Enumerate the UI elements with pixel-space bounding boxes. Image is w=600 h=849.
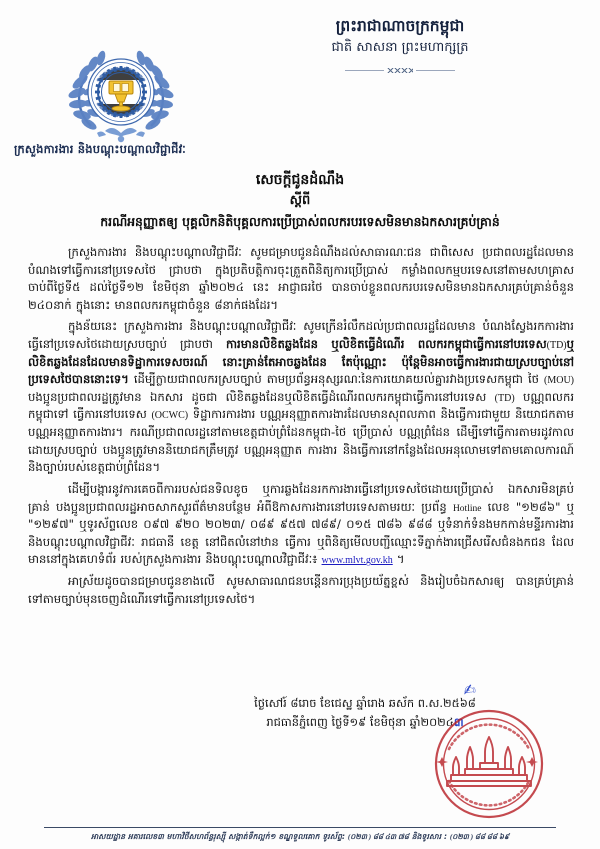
paragraph-1-text: ក្រសួងការងារ និងបណ្ដុះបណ្ដាលវិជ្ជាជីវៈ សូមជម្រាបជូនដំណឹងដល់សាធារណៈជន ជាពិសេស ប្រជាពលរដ្ឋដែលមានបំណងទៅធ្វើការនៅប្រទេសថៃ ជ្រាបថា ក្នុងប្រតិបត្តិការចុះត្រួតពិនិត្យការប្រើប្រាស់ កម្លាំងពលកម្មបរទេសនៅតាមសហគ្រាស ចាប់ពីថ្ងៃទី៥ ដល់ថ្ងៃទី១២ ខែមិថុនា ឆ្នាំ២០២៤ នេះ អាជ្ញាធរថៃ បានចាប់ខ្លួនពលករបរទេសមិនមានឯកសារគ្រប់គ្រាន់ចំនួន ២៤០នាក់ ក្នុងនោះ មានពលករកម្ពុជាចំនួន ៨នាក់ផងដែរ។ bbox=[28, 245, 574, 312]
paragraph-2-cont-1: ដើម្បីក្លាយជាពលករស្របច្បាប់ តាមប្រព័ន្ធអនុស្សរណៈនៃការយោគយល់គ្នារវាងប្រទេសកម្ពុជា ថៃ bbox=[128, 372, 544, 387]
ministry-of-labour-emblem-icon bbox=[63, 36, 179, 148]
signature-date-khmer: ថ្ងៃសៅរ៍ ៨រោច ខែជេស្ឋ ឆ្នាំរោង ឆស័ក ព.ស.២៥៦៨ bbox=[254, 696, 476, 710]
footer-phone-1: (០២៣ ) ៨៨ ៤៣ ៧៨ bbox=[347, 833, 409, 841]
motto-divider-ornament bbox=[345, 66, 455, 74]
announcement-title: សេចក្ដីជូនដំណឹង bbox=[255, 172, 345, 188]
hotline-label: Hotline bbox=[452, 503, 482, 514]
paragraph-2-cont-3: បណ្ណពលករកម្ពុជាទៅ ធ្វើការនៅបរទេស bbox=[28, 389, 574, 422]
paragraph-2-intro: ក្នុងន័យនេះ ក្រសួងការងារ និងបណ្ដុះបណ្ដាលវិជ្ជាជីវៈ សូមក្រើនរំលឹកដល់ប្រជាពលរដ្ឋដែលមាន បំណងស្វែងរកការងារធ្វើនៅប្រទេសថៃដោយស្របច្បាប់ ជ្រាបថា bbox=[28, 319, 574, 352]
kingdom-title: ព្រះរាជាណាចក្រកម្ពុជា bbox=[335, 17, 465, 35]
paragraph-2-cont-2: បងប្អូនប្រជាពលរដ្ឋត្រូវមាន ឯកសារ ដូចជា លិខិតឆ្លងដែនឬលិខិតធ្វើដំណើរពលករកម្ពុជាធ្វើការនៅបរទេស bbox=[28, 389, 495, 404]
ministry-website-link[interactable]: www.mlvt.gov.kh bbox=[321, 555, 393, 567]
abbr-ocwc: (OCWC) bbox=[151, 410, 189, 422]
footer-divider bbox=[44, 827, 556, 828]
paragraph-2-emphasis-2: ឬលិខិតឆ្លងដែនដែលមានទិដ្ឋាការទេសចរណ៍ នោះគ្រាន់តែអាចឆ្លងដែន តែប៉ុណ្ណោះ ប៉ុន្តែមិនអាចធ្វើការងារជាយស្របច្បាប់នៅប្រទេសថៃបាននោះទេ។ bbox=[28, 337, 574, 387]
hotline-numbers: លេខ "១២៨៦" ឬ "១២៩៧" ឬទូរស័ព្ទលេខ ០៩៧ ៩២០ ២០២៣/ ០៨៩ ៩៥៧ ៧៨៩/ ០១៥ ៧៨៦ ៩៨៨ ឬទំនាក់ទំនងមកកាន់មន្ទីរការងារ និងបណ្ដុះបណ្ដាលវិជ្ជាជីវៈ រាជធានី ខេត្ត នៅជិតលំនៅឋាន ធ្វើការ ឬពិនិត្យមើលបញ្ជីឈ្មោះទីភ្នាក់ងារជ្រើសរើសជំនងកជន ដែលមាននៅក្នុងគេហទំព័រ របស់ក្រសួងការងារ និងបណ្ដុះបណ្ដាលវិជ្ជាជីវៈ៖ bbox=[28, 499, 575, 567]
document-body bbox=[28, 244, 574, 612]
ministry-name: ក្រសួងការងារ និងបណ្ដុះបណ្ដាលវិជ្ជាជីវៈ bbox=[14, 142, 186, 156]
footer-fax-label: និងទូរសារ : bbox=[411, 832, 448, 841]
paragraph-2-emphasis-1: ការមានលិខិតឆ្លងដែន ឬលិខិតធ្វើដំណើរ ពលករកម្ពុជាធ្វើការនៅបរទេស bbox=[226, 337, 547, 352]
footer-contact-line bbox=[44, 832, 556, 843]
paragraph-3 bbox=[28, 481, 574, 569]
document-header bbox=[0, 0, 600, 135]
document-footer bbox=[44, 827, 556, 843]
paragraph-3-end: ។ bbox=[392, 552, 405, 567]
footer-phone-2: (០២៣ ) ៨៨ ៨៨ ៦៩ bbox=[449, 833, 510, 841]
abbr-td-2: (TD) bbox=[494, 392, 515, 404]
national-motto: ជាតិ សាសនា ព្រះមហាក្សត្រ bbox=[331, 40, 469, 55]
abbr-mou: (MOU) bbox=[544, 375, 574, 387]
paragraph-1 bbox=[28, 244, 574, 314]
signature-place-date: រាជធានីភ្នំពេញ ថ្ងៃទី១៩ ខែមិថុនា ឆ្នាំ២០២៤ bbox=[266, 714, 454, 729]
paragraph-3-intro: ដើម្បីបង្ការនូវការគេចពីការរបស់ជនទិលខូច ឬការឆ្លងដែនរកការងារធ្វើនៅប្រទេសថៃដោយប្រើប្រាស់ ឯកសារមិនគ្រប់គ្រាន់ បងប្អូនប្រជាពលរដ្ឋអាចសាកសួរព័ត៌មានបន្ថែម អំពីឱកាសការងារនៅបរទេសតាមរយៈ ប្រព័ន្ធ bbox=[28, 481, 574, 514]
paragraph-4-text: អាស្រ័យដូចបានជម្រាបជូនខាងលើ សូមសាធារណជនបន្តើនការប្រុងប្រយ័ត្នខ្ពស់ និងរៀបចំឯកសារឲ្យ បានគ្រប់គ្រាន់ទៅតាមច្បាប់មុនចេញដំណើរទៅធ្វើការនៅប្រទេសថៃ។ bbox=[28, 573, 574, 606]
announcement-subject-label: ស្ដីពី bbox=[289, 193, 311, 208]
footer-address: អាសយដ្ឋាន អគារលេខ៣ មហាវិថីសហព័ន្ធរុស្ស៊ី សង្កាត់ទឹកល្អក់១ ខណ្ឌទួលគោក ទូរស័ព្ទ: bbox=[90, 832, 346, 841]
document-title-block bbox=[0, 170, 600, 231]
paragraph-2 bbox=[28, 318, 574, 476]
abbr-td-1: (TD) bbox=[546, 340, 567, 352]
signature-block bbox=[0, 680, 600, 732]
handwritten-signature-mark: ✍ bbox=[462, 680, 477, 700]
paragraph-2-cont-4: ទិដ្ឋាការការងារ បណ្ណអនុញ្ញាតការងារដែលមានសុពលភាព និងធ្វើការជាមួយ និយោជកតាមបណ្ណអនុញ្ញាតការងារ។ ករណីប្រជាពលរដ្ឋនៅតាមខេត្តជាប់ព្រំដែនកម្ពុជា-ថៃ ប្រើប្រាស់ បណ្ណព្រំដែន ដើម្បីទៅធ្វើការតាមរដូវកាលដោយស្របច្បាប់ បងប្អូនត្រូវមាននិយោជកត្រឹមត្រូវ បណ្ណអនុញ្ញាត ការងារ និងធ្វើការនៅកន្លែងដែលអនុលោមទៅតាមគោលការណ៍និងច្បាប់របស់ខេត្តជាប់ព្រំដែន។ bbox=[28, 407, 574, 475]
signature-date-gregorian bbox=[0, 713, 600, 732]
paragraph-4 bbox=[28, 573, 574, 608]
signature-numeral: ៣ bbox=[453, 714, 464, 729]
announcement-subject: ករណីអនុញ្ញាតឲ្យ បុគ្គលិកនិតិបុគ្គលការប្រើប្រាស់ពលករបរទេសមិនមានឯកសារគ្រប់គ្រាន់ bbox=[100, 213, 500, 229]
